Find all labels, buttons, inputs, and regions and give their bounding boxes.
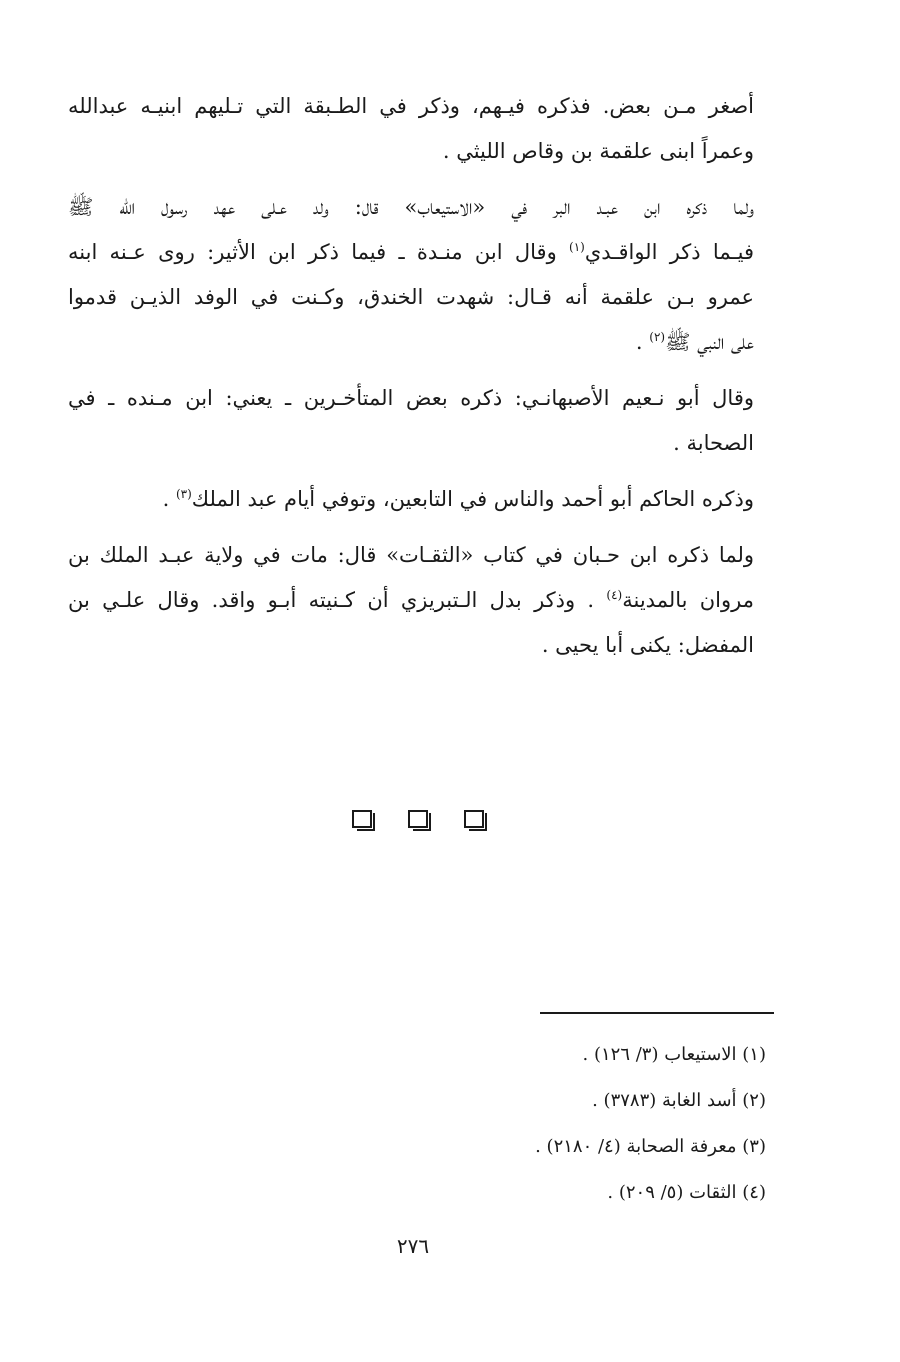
paragraph-3 [68,376,754,466]
footnote-marker: (٤) [606,588,623,602]
footnotes [366,1032,766,1216]
text-segment: مروان بالمدينة [622,588,754,612]
text-segment: . [635,330,643,354]
text-line: أصغر مـن بعض. فذكره فيـهم، وذكر في الطـبقة التي تـليهم ابنيـه عبدالله [68,94,754,118]
text-line: المفضل: يكنى أبا يحيى . [541,633,754,657]
footnote-marker: (٣) [175,487,192,501]
paragraph-2 [68,185,754,365]
text-line: ولما ذكره ابن حـبان في كتاب «الثقـات» قال: مات في ولاية عبـد الملك بن [68,543,754,567]
text-line [68,230,754,275]
footnote-item: (٤) الثقات (٥/ ٢٠٩) . [607,1182,766,1203]
footnote-separator [540,1012,774,1014]
text-segment: . [162,487,170,511]
paragraph-4 [68,477,754,522]
box-ornament-icon [352,810,372,828]
footnote-item: (٣) معرفة الصحابة (٤/ ٢١٨٠) . [535,1136,766,1157]
section-end-ornament [352,806,484,832]
box-ornament-icon [408,810,428,828]
text-line: عمرو بـن علقمة أنه قـال: شهدت الخندق، وكـنت في الوفد الذيـن قدموا [68,285,754,309]
text-line: الصحابة . [673,431,754,455]
text-line [68,320,754,365]
box-ornament-icon [464,810,484,828]
page-number: ٢٧٦ [396,1234,430,1258]
paragraph-1 [68,84,754,174]
text-segment: وذكره الحاكم أبو أحمد والناس في التابعين، وتوفي أيام عبد الملك [191,487,754,511]
text-segment: . وذكر بدل الـتبريزي أن كـنيته أبـو واقد. وقال علـي بن [68,588,595,612]
main-text [68,84,754,679]
text-segment: فيـما ذكر الواقـدي [584,240,754,264]
text-line [68,477,754,522]
text-line: ولما ذكره ابن عبـد البر في «الاستيعاب» قال: ولد عـلى عهد رسول الله ﷺ [68,195,754,219]
footnote-item: (٢) أسد الغابة (٣٧٨٣) . [592,1090,766,1111]
footnote-marker: (١) [569,240,585,254]
text-line [68,578,754,623]
footnote-marker: (٢) [649,330,666,344]
footnote-item: (١) الاستيعاب (٣/ ١٢٦) . [582,1044,766,1065]
paragraph-5 [68,533,754,668]
text-line: وعمراً ابنى علقمة بن وقاص الليثي . [442,139,754,163]
text-segment: على النبي ﷺ [665,330,754,354]
text-segment: وقال ابن منـدة ـ فيما ذكر ابن الأثير: روى عـنه ابنه [68,240,557,264]
text-line: وقال أبو نـعيم الأصبهانـي: ذكره بعض المتأخـرين ـ يعني: ابن مـنده ـ في [68,386,754,410]
